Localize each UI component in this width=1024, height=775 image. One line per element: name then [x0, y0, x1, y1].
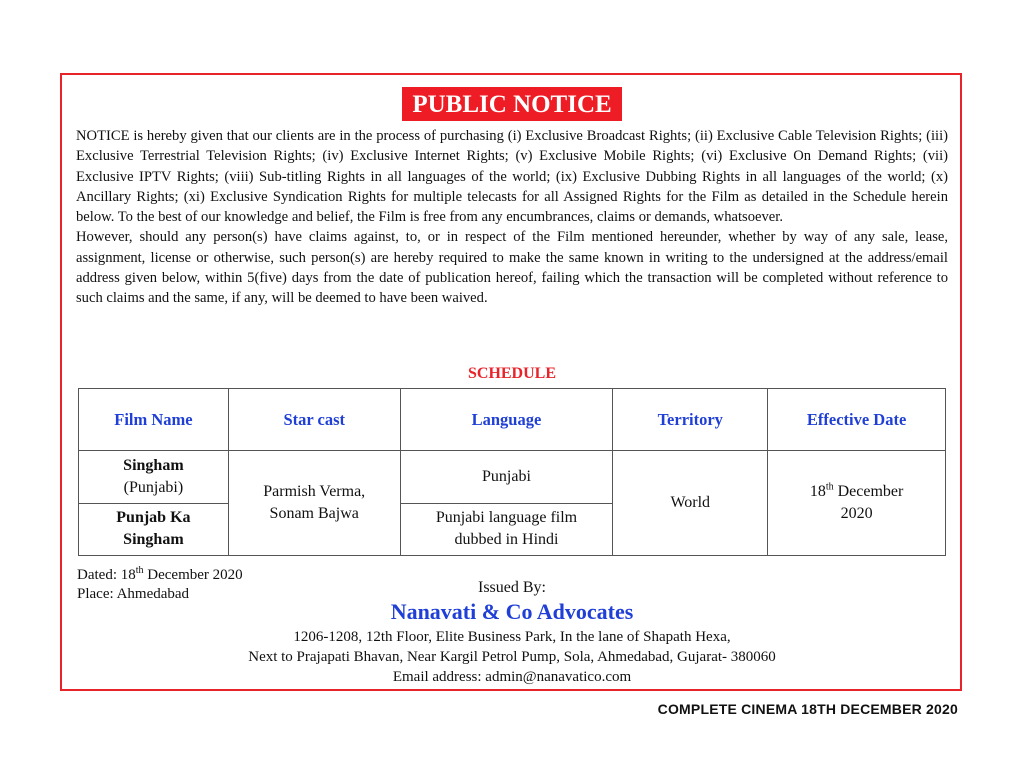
col-effective-date: Effective Date — [768, 389, 946, 451]
film2-line-2: Singham — [123, 531, 184, 549]
email-line: Email address: admin@nanavatico.com — [392, 669, 632, 685]
date-sup: th — [825, 481, 834, 493]
issued-by: Issued By: — [478, 579, 546, 596]
col-territory: Territory — [613, 389, 768, 451]
address-line-2: Next to Prajapati Bhavan, Near Kargil Petrol Pump, Sola, Ahmedabad, Gujarat- 380060 — [248, 649, 776, 665]
schedule-table — [78, 388, 946, 556]
title-wrap — [0, 87, 1024, 121]
address-line-1: 1206-1208, 12th Floor, Elite Business Park, In the lane of Shapath Hexa, — [293, 629, 731, 645]
dated-label: Dated: 18 — [77, 567, 136, 583]
schedule-heading: SCHEDULE — [467, 365, 557, 382]
film2-line-1: Punjab Ka — [116, 509, 191, 527]
firm-address — [0, 627, 1024, 687]
firm-name: Nanavati & Co Advocates — [390, 599, 634, 624]
language-1: Punjabi — [400, 451, 613, 504]
notice-title: PUBLIC NOTICE — [402, 87, 621, 121]
dated-sup: th — [135, 565, 144, 576]
notice-body — [76, 126, 948, 309]
col-star-cast: Star cast — [228, 389, 400, 451]
date-year: 2020 — [840, 505, 873, 522]
film1-title: Singham — [123, 456, 184, 474]
col-language: Language — [400, 389, 613, 451]
lang2-line-2: dubbed in Hindi — [454, 531, 559, 549]
film1-subtitle: (Punjabi) — [123, 478, 184, 496]
cast-line-2: Sonam Bajwa — [269, 505, 359, 522]
lang2-line-1: Punjabi language film — [435, 509, 578, 527]
film-name-1 — [79, 451, 229, 504]
table-row — [79, 451, 946, 504]
language-2 — [400, 503, 613, 556]
cast-line-1: Parmish Verma, — [263, 483, 366, 500]
date-month: December — [833, 483, 904, 500]
place: Place: Ahmedabad — [77, 586, 190, 602]
star-cast — [228, 451, 400, 556]
table-header-row — [79, 389, 946, 451]
col-film-name: Film Name — [79, 389, 229, 451]
notice-paragraph-1: NOTICE is hereby given that our clients are in the process of purchasing (i) Exclusive Broadcast Rights; (ii) Exclusive Cable Television Rights; (iii) Exclusive Terrestrial Television Rights; (iv) Exclusive Internet Rights; (v) Exclusive Mobile Rights; (vi) Exclusive On Demand Rights; (vii) Exclusive IPTV Rights; (viii) Sub-titling Rights in all languages of the world; (ix) Exclusive Dubbing Rights in all languages of the world; (x) Ancillary Rights; (xi) Exclusive Syndication Rights for multiple telecasts for all Assigned Rights for the Film as detailed in the Schedule herein below. To the best of our knowledge and belief, the Film is free from any encumbrances, claims or demands, whatsoever. — [76, 128, 948, 226]
notice-paragraph-2: However, should any person(s) have claims against, to, or in respect of the Film mentioned hereunder, whether by way of any sale, lease, assignment, license or otherwise, such person(s) are hereby required to make the same known in writing to the undersigned at the address/email address given below, within 5(five) days from the date of publication hereof, failing which the transaction will be completed without reference to such claims and the same, if any, will be deemed to have been waived. — [76, 229, 948, 307]
film-name-2 — [79, 503, 229, 556]
effective-date — [768, 451, 946, 556]
publication-footer: COMPLETE CINEMA 18TH DECEMBER 2020 — [657, 701, 958, 717]
territory: World — [613, 451, 768, 556]
date-day: 18 — [809, 483, 826, 500]
dated-rest: December 2020 — [143, 567, 243, 583]
